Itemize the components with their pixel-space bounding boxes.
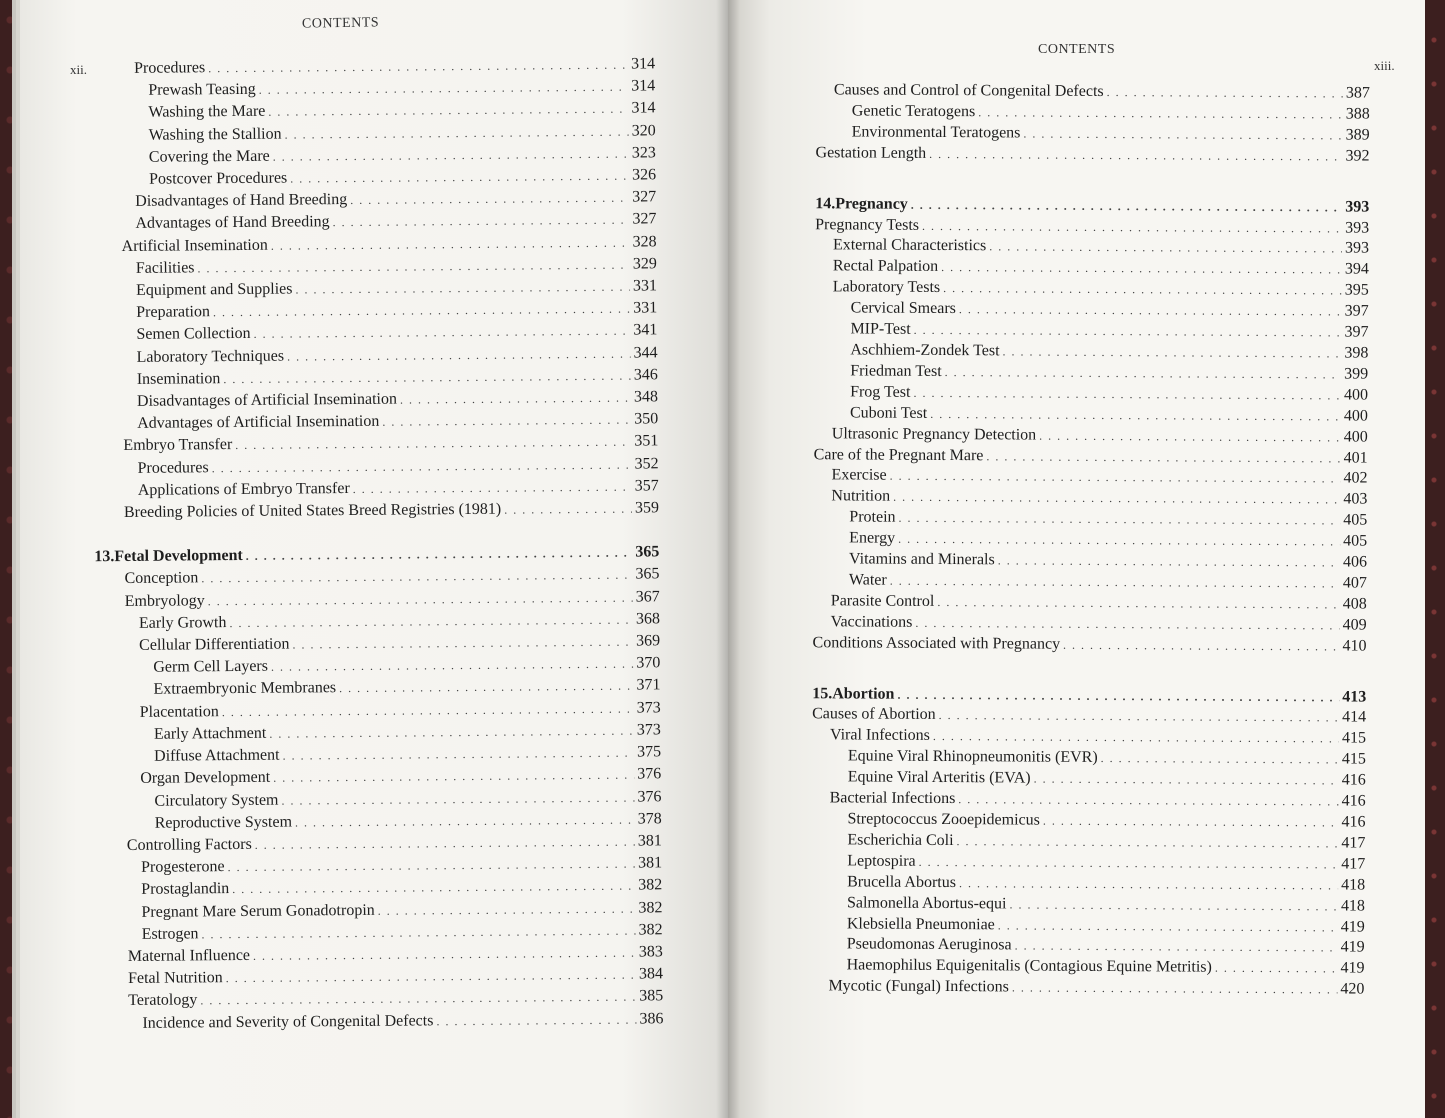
toc-entry-page: 320	[631, 121, 656, 140]
toc-entry-title: Frog Test	[850, 383, 911, 401]
dot-leader	[989, 237, 1342, 260]
toc-entry-title: Friedman Test	[850, 362, 942, 380]
toc-entry-title: Teratology	[128, 991, 198, 1010]
toc-entry-page: 326	[631, 166, 657, 184]
toc-entry-page: 416	[1341, 771, 1366, 789]
toc-entry-title: Embryology	[124, 591, 205, 610]
toc-entry-title: Washing the Mare	[148, 103, 266, 122]
toc-entry-page: 407	[1342, 574, 1367, 592]
toc-entry-page: 400	[1343, 428, 1368, 446]
toc-entry-page: 414	[1342, 708, 1367, 727]
right-page	[728, 0, 1425, 1118]
dot-leader	[956, 831, 1338, 854]
dot-leader	[284, 120, 628, 145]
toc-entry-page: 402	[1343, 469, 1368, 488]
dot-leader	[295, 276, 630, 301]
dot-leader	[1063, 634, 1340, 657]
toc-right	[780, 80, 1370, 997]
toc-entry-title: Prewash Teasing	[148, 81, 256, 99]
dot-leader	[890, 466, 1341, 490]
toc-entry-page: 327	[632, 210, 657, 228]
toc-entry-page: 365	[635, 565, 660, 583]
dot-leader	[930, 404, 1341, 427]
dot-leader	[890, 571, 1340, 595]
toc-entry-page: 323	[631, 144, 656, 162]
toc-entry-title: MIP-Test	[850, 320, 911, 338]
toc-entry-title: Pseudomonas Aeruginosa	[846, 935, 1012, 954]
dot-leader	[504, 498, 632, 521]
toc-entry-page: 373	[636, 698, 661, 717]
toc-entry-page: 382	[638, 876, 663, 894]
running-head-right: CONTENTS	[1038, 42, 1116, 57]
toc-entry-page: 376	[637, 787, 662, 806]
toc-entry	[776, 633, 1366, 658]
dot-leader	[339, 675, 634, 700]
dot-leader	[259, 76, 629, 101]
toc-entry	[779, 143, 1369, 168]
chapter-number: 13.	[94, 548, 115, 566]
dot-leader	[254, 320, 631, 345]
toc-entry-page: 417	[1341, 855, 1366, 873]
toc-entry-title: Conception	[124, 569, 199, 588]
toc-entry-page: 410	[1342, 637, 1367, 655]
toc-entry-title: Organ Development	[140, 769, 271, 788]
toc-entry-title: Energy	[849, 529, 896, 547]
dot-leader	[919, 852, 1339, 875]
toc-entry-page: 419	[1340, 917, 1365, 936]
dot-leader	[898, 529, 1340, 553]
toc-entry-title: Disadvantages of Artificial Insemination	[136, 390, 397, 410]
dot-leader	[1107, 82, 1343, 104]
toc-entry-title: Salmonella Abortus-equi	[846, 894, 1007, 913]
dot-leader	[255, 830, 635, 856]
toc-entry-page: 406	[1343, 553, 1368, 571]
toc-entry-page: 348	[633, 388, 659, 406]
toc-entry-page: 314	[630, 55, 656, 73]
toc-entry-title: Conditions Associated with Pregnancy	[812, 633, 1061, 653]
dot-leader	[929, 144, 1342, 167]
dot-leader	[943, 278, 1342, 301]
dot-leader	[268, 98, 628, 123]
toc-entry-page: 397	[1344, 302, 1369, 320]
toc-entry-page: 376	[637, 765, 662, 783]
toc-entry-title: Environmental Teratogens	[851, 123, 1021, 142]
folio-right: xiii.	[1374, 58, 1395, 73]
section-gap	[776, 654, 1366, 688]
dot-leader	[295, 808, 635, 833]
dot-leader	[945, 362, 1342, 385]
dot-leader	[959, 873, 1338, 896]
toc-entry-title: Exercise	[831, 466, 887, 485]
toc-entry-page: 375	[637, 743, 662, 761]
toc-entry-title: Haemophilus Equigenitalis (Contagious Equine Metritis)	[846, 956, 1212, 976]
toc-entry-page: 350	[634, 410, 659, 428]
toc-entry-title: Extraembryonic Membranes	[153, 679, 337, 699]
toc-entry-title: Brucella Abortus	[847, 873, 957, 891]
toc-entry-page: 365	[635, 543, 660, 561]
toc-entry-page: 314	[631, 99, 656, 117]
toc-entry-title: Genetic Teratogens	[851, 102, 976, 121]
toc-entry-page: 357	[634, 477, 659, 495]
toc-entry-page: 331	[633, 299, 658, 317]
dot-leader	[915, 613, 1339, 636]
toc-entry-title: Pregnant Mare Serum Gonadotropin	[141, 901, 375, 921]
toc-entry-title: Cellular Differentiation	[139, 635, 290, 654]
toc-entry-title: Vaccinations	[830, 613, 913, 631]
dot-leader	[350, 187, 629, 212]
dot-leader	[933, 726, 1339, 749]
toc-entry-page: 378	[637, 810, 662, 828]
dot-leader	[937, 592, 1340, 615]
toc-entry-title: Ultrasonic Pregnancy Detection	[831, 424, 1037, 444]
toc-entry-page: 368	[635, 610, 660, 628]
toc-entry-title: Postcover Procedures	[148, 169, 288, 188]
toc-entry-page: 418	[1340, 897, 1366, 915]
toc-entry-page: 385	[639, 987, 664, 1005]
toc-entry-title: Cuboni Test	[849, 404, 928, 422]
folio-left: xii.	[70, 62, 87, 77]
toc-entry-page: 393	[1345, 218, 1370, 237]
toc-entry-title: Breeding Policies of United States Breed Registries (1981)	[123, 500, 502, 522]
toc-entry-title: Parasite Control	[830, 592, 935, 610]
toc-entry-title: Diffuse Attachment	[154, 746, 280, 765]
dot-leader	[911, 194, 1343, 218]
toc-entry-title: Maternal Influence	[127, 946, 251, 965]
toc-entry-title: Placentation	[139, 702, 219, 721]
toc-entry-page: 383	[638, 943, 663, 961]
toc-entry-page: 386	[639, 1009, 664, 1028]
toc-left	[94, 55, 664, 1035]
toc-entry-title: Estrogen	[141, 925, 199, 943]
dot-leader	[271, 653, 634, 678]
toc-entry-page: 401	[1343, 448, 1368, 467]
toc-entry-page: 381	[637, 832, 662, 850]
toc-entry-page: 415	[1341, 729, 1367, 747]
toc-entry-title: Early Growth	[138, 613, 227, 632]
toc-entry-title: Disadvantages of Hand Breeding	[135, 191, 348, 211]
toc-entry-title: Equipment and Supplies	[135, 280, 293, 299]
dot-leader	[287, 342, 631, 367]
toc-entry-page: 382	[638, 921, 663, 939]
toc-entry-page: 395	[1344, 281, 1369, 299]
toc-entry-page: 351	[634, 432, 659, 450]
toc-entry-page: 370	[636, 654, 661, 672]
dot-leader	[400, 387, 631, 411]
toc-entry-title: Washing the Stallion	[148, 125, 282, 144]
toc-left-list	[94, 53, 664, 1034]
toc-entry-page: 314	[631, 77, 656, 95]
dot-leader	[897, 684, 1339, 708]
toc-entry-page: 382	[638, 898, 663, 917]
dot-leader	[1009, 894, 1338, 917]
dot-leader	[1023, 123, 1342, 146]
dot-leader	[939, 705, 1340, 728]
toc-entry-title: Vitamins and Minerals	[849, 550, 995, 569]
toc-entry-title: Bacterial Infections	[829, 789, 956, 808]
toc-entry-title: Causes and Control of Congenital Defects	[833, 81, 1104, 100]
dot-leader	[941, 257, 1342, 280]
toc-entry-title: Progesterone	[140, 858, 225, 876]
toc-entry-title: Gestation Length	[815, 143, 927, 162]
toc-entry	[128, 1008, 663, 1035]
toc-entry-page: 415	[1341, 750, 1366, 768]
toc-entry-title: Advantages of Artificial Insemination	[137, 413, 380, 433]
toc-entry-title: Causes of Abortion	[812, 705, 936, 724]
toc-entry-page: 352	[634, 454, 659, 473]
toc-entry-page: 419	[1340, 959, 1365, 977]
toc-entry-title: Early Attachment	[153, 724, 267, 743]
toc-entry-title: Equine Viral Arteritis (EVA)	[847, 768, 1031, 787]
toc-entry-title: Pregnancy Tests	[815, 215, 920, 234]
toc-entry-page: 403	[1343, 490, 1368, 508]
dot-leader	[378, 897, 636, 921]
dot-leader	[292, 631, 633, 656]
dot-leader	[1002, 341, 1341, 364]
toc-entry-title: Advantages of Hand Breeding	[135, 213, 330, 233]
toc-entry-page: 387	[1345, 84, 1370, 102]
toc-entry-title: Procedures	[137, 458, 209, 477]
dot-leader	[382, 409, 631, 433]
dot-leader	[1101, 748, 1339, 770]
toc-entry-page: 405	[1343, 532, 1368, 550]
toc-entry-page: 327	[632, 188, 657, 206]
toc-entry-page: 373	[636, 721, 661, 739]
toc-entry-title: Protein	[849, 508, 896, 526]
toc-entry-title: Germ Cell Layers	[153, 658, 269, 677]
dot-leader	[959, 299, 1342, 322]
dot-leader	[282, 742, 634, 767]
toc-right-list	[774, 80, 1370, 1001]
toc-entry-title: Controlling Factors	[126, 835, 252, 854]
toc-entry-page: 416	[1341, 792, 1366, 810]
toc-entry-page: 405	[1343, 511, 1368, 529]
toc-entry-title: Pregnancy	[835, 194, 908, 213]
dot-leader	[978, 102, 1343, 125]
dot-leader	[898, 508, 1340, 532]
dot-leader	[271, 231, 630, 256]
toc-entry-title: Abortion	[832, 684, 895, 703]
toc-entry-page: 388	[1345, 105, 1370, 123]
dot-leader	[914, 320, 1342, 344]
toc-entry-page: 417	[1341, 834, 1366, 852]
toc-entry-page: 408	[1342, 595, 1367, 613]
toc-entry-page: 409	[1342, 616, 1367, 634]
toc-entry-title: Procedures	[134, 59, 206, 77]
dot-leader	[1015, 936, 1338, 959]
toc-entry-title: Reproductive System	[154, 813, 293, 832]
toc-entry-title: Equine Viral Rhinopneumonitis (EVR)	[847, 747, 1098, 767]
dot-leader	[1012, 978, 1338, 1001]
toc-entry-title: Prostaglandin	[141, 880, 230, 899]
toc-entry-title: Artificial Insemination	[121, 236, 268, 255]
toc-entry-title: Cervical Smears	[850, 299, 956, 318]
dot-leader	[436, 1008, 636, 1032]
toc-entry-page: 328	[632, 232, 657, 251]
toc-entry-title: Incidence and Severity of Congenital Defects	[142, 1011, 434, 1032]
toc-entry-title: Escherichia Coli	[847, 831, 954, 849]
dot-leader	[958, 789, 1338, 812]
left-page	[20, 0, 728, 1118]
toc-entry-page: 346	[633, 366, 658, 384]
toc-entry-title: Rectal Palpation	[832, 257, 939, 276]
toc-entry-title: Fetal Nutrition	[127, 969, 223, 988]
toc-entry-page: 392	[1345, 147, 1370, 165]
toc-entry-page: 413	[1342, 688, 1367, 706]
toc-entry-title: Preparation	[136, 303, 211, 322]
chapter-number: 15.	[812, 684, 833, 702]
dot-leader	[1039, 425, 1341, 448]
dot-leader	[269, 719, 634, 744]
toc-entry-page: 331	[632, 277, 658, 295]
dot-leader	[273, 142, 629, 167]
toc-entry	[774, 976, 1364, 1001]
toc-entry-title: Klebsiella Pneumoniae	[846, 914, 995, 933]
dot-leader	[1215, 958, 1338, 980]
dot-leader	[290, 165, 629, 190]
toc-entry-page: 400	[1343, 407, 1369, 425]
toc-entry-page: 393	[1344, 239, 1370, 258]
dot-leader	[998, 915, 1338, 938]
dot-leader	[893, 487, 1340, 511]
toc-entry-title: Facilities	[135, 259, 195, 277]
toc-entry-page: 381	[637, 854, 663, 872]
toc-entry-page: 397	[1344, 323, 1369, 341]
toc-entry-page: 400	[1344, 386, 1369, 404]
chapter-number: 14.	[815, 194, 836, 212]
toc-entry-title: Covering the Mare	[148, 147, 270, 166]
toc-entry-page: 369	[636, 632, 661, 650]
toc-entry-page: 341	[633, 321, 658, 339]
toc-entry-title: Leptospira	[847, 852, 916, 870]
toc-entry-title: Aschhiem-Zondek Test	[850, 341, 1000, 360]
toc-entry-title: Circulatory System	[154, 791, 279, 810]
toc-entry-title: Streptococcus Zooepidemicus	[847, 810, 1040, 829]
toc-entry-page: 329	[632, 255, 657, 273]
dot-leader	[333, 209, 630, 234]
toc-entry-page: 367	[635, 587, 660, 606]
dot-leader	[281, 786, 634, 811]
toc-entry-title: Mycotic (Fungal) Infections	[828, 977, 1009, 996]
toc-entry-page: 384	[638, 965, 664, 983]
toc-entry-page: 418	[1341, 876, 1366, 894]
dot-leader	[1043, 811, 1339, 834]
toc-entry-title: Nutrition	[831, 487, 891, 505]
toc-entry-title: Viral Infections	[829, 726, 930, 745]
toc-entry-title: Fetal Development	[114, 547, 243, 566]
toc-entry-title: Embryo Transfer	[123, 436, 233, 455]
toc-entry-title: Laboratory Techniques	[136, 347, 285, 366]
toc-entry-title: Insemination	[136, 369, 221, 388]
toc-entry-title: External Characteristics	[832, 236, 987, 255]
toc-entry	[124, 497, 659, 524]
toc-entry-page: 359	[634, 499, 660, 517]
toc-entry-title: Water	[848, 571, 887, 589]
dot-leader	[353, 475, 632, 500]
section-gap	[779, 164, 1369, 198]
dot-leader	[922, 215, 1342, 238]
toc-entry-title: Semen Collection	[136, 325, 251, 344]
toc-entry-page: 416	[1341, 813, 1366, 831]
toc-entry-page: 389	[1345, 126, 1370, 144]
dot-leader	[1034, 769, 1339, 792]
toc-entry-title: Care of the Pregnant Mare	[813, 445, 984, 464]
dot-leader	[273, 764, 634, 789]
running-head-left: CONTENTS	[301, 15, 380, 32]
toc-entry-page: 398	[1344, 344, 1369, 362]
toc-entry-page: 419	[1340, 938, 1365, 957]
toc-entry-page: 393	[1345, 198, 1370, 216]
toc-entry-title: Laboratory Tests	[832, 278, 941, 297]
toc-entry-page: 420	[1340, 980, 1365, 998]
toc-entry-page: 344	[633, 343, 658, 362]
toc-entry-title: Applications of Embryo Transfer	[137, 479, 350, 499]
toc-entry-page: 371	[636, 676, 661, 695]
dot-leader	[986, 446, 1340, 469]
dot-leader	[913, 383, 1341, 407]
toc-entry-page: 399	[1344, 365, 1369, 383]
toc-entry-page: 394	[1344, 260, 1369, 278]
dot-leader	[998, 550, 1340, 573]
